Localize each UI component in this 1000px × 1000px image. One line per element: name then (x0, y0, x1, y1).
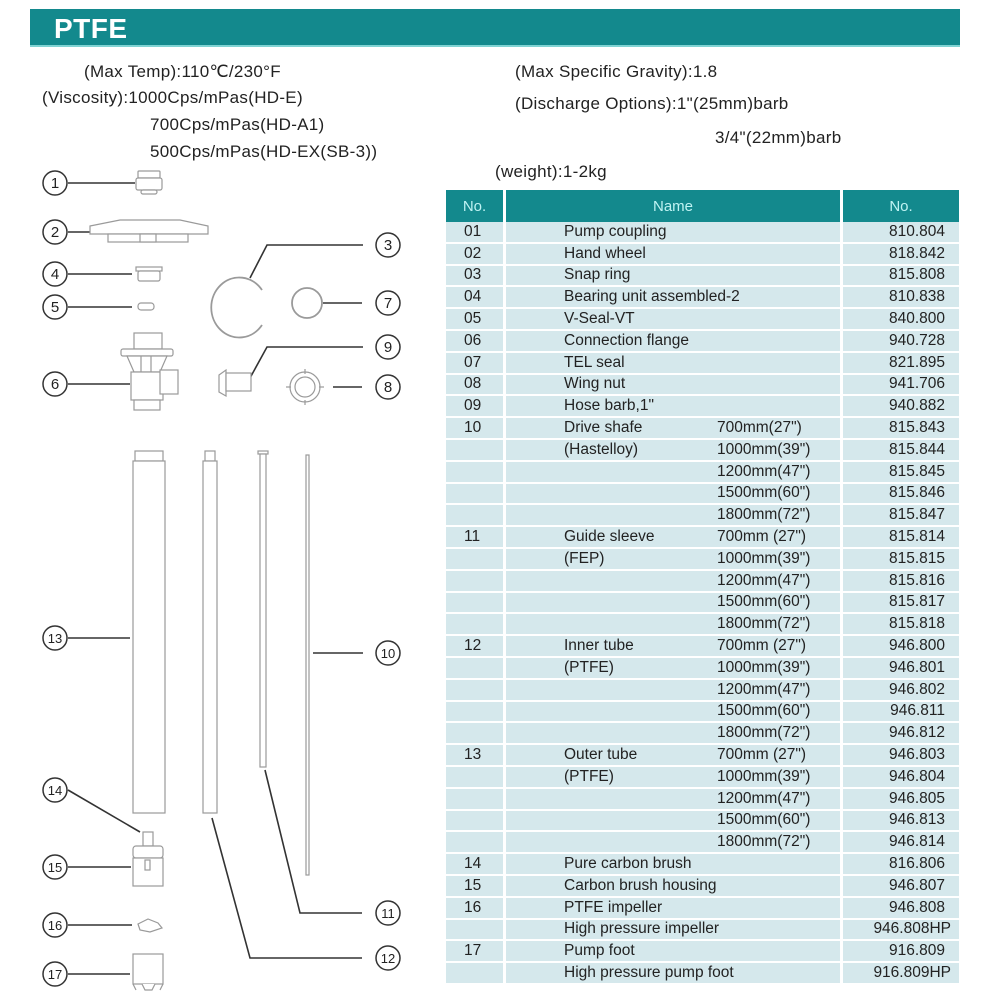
table-row (446, 920, 959, 942)
table-row (446, 353, 959, 375)
item-name-cell (506, 331, 843, 351)
part-number: 946.814 (888, 833, 945, 851)
part-number: 810.838 (888, 288, 945, 306)
part-number: 815.847 (888, 506, 945, 524)
part-number: 840.800 (888, 310, 945, 328)
item-number: 09 (446, 396, 506, 416)
item-name: Pump foot (564, 942, 635, 960)
part-number: 946.800 (888, 637, 945, 655)
part-number: 946.803 (888, 746, 945, 764)
table-row (446, 898, 959, 920)
item-number: 02 (446, 244, 506, 264)
item-name-cell (506, 767, 843, 787)
item-name-cell (506, 527, 843, 547)
item-number (446, 505, 506, 525)
table-row (446, 854, 959, 876)
item-number (446, 593, 506, 613)
item-name-cell (506, 876, 843, 896)
hand-wheel-part (90, 220, 208, 242)
item-number (446, 920, 506, 940)
table-row (446, 832, 959, 854)
item-number (446, 571, 506, 591)
spec-viscosity-2: 700Cps/mPas(HD-A1) (150, 115, 325, 134)
item-number: 11 (446, 527, 506, 547)
item-name-cell (506, 222, 843, 242)
callout-label: 15 (47, 860, 63, 875)
item-number (446, 767, 506, 787)
callout-label: 6 (50, 376, 60, 393)
part-number: 815.845 (888, 462, 945, 480)
table-row (446, 331, 959, 353)
table-row (446, 876, 959, 898)
spec-discharge-options: (Discharge Options):1"(25mm)barb (515, 94, 789, 113)
connection-flange-part (121, 333, 178, 410)
table-row (446, 375, 959, 397)
item-length: 700mm (27") (717, 528, 807, 546)
table-row (446, 527, 959, 549)
item-number (446, 440, 506, 460)
item-length: 1000mm(39") (717, 767, 811, 785)
hose-barb-part (219, 370, 251, 396)
table-row (446, 549, 959, 571)
item-number: 10 (446, 418, 506, 438)
outer-tube-part (133, 451, 165, 813)
item-name: (PTFE) (564, 658, 614, 676)
carbon-brush-housing-part (133, 846, 163, 886)
part-number: 815.818 (888, 615, 945, 633)
item-name-cell (506, 244, 843, 264)
callout-label: 10 (380, 646, 396, 661)
table-row (446, 440, 959, 462)
carbon-brush-part (143, 832, 153, 846)
table-row (446, 723, 959, 745)
item-name-cell (506, 723, 843, 743)
spec-weight: (weight):1-2kg (495, 162, 607, 181)
item-length: 1200mm(47") (717, 680, 811, 698)
table-row (446, 418, 959, 440)
item-number (446, 789, 506, 809)
v-seal-part (138, 303, 154, 310)
item-name-cell (506, 396, 843, 416)
spec-discharge-options-2: 3/4"(22mm)barb (715, 128, 842, 147)
bearing-unit-part (136, 267, 162, 281)
callout-label: 16 (47, 918, 63, 933)
part-number: 815.814 (888, 528, 945, 546)
part-number: 815.815 (888, 549, 945, 567)
item-name-cell (506, 440, 843, 460)
column-header-name: Name (506, 190, 843, 222)
table-row (446, 963, 959, 985)
inner-tube-part (203, 451, 217, 813)
callout-label: 5 (50, 299, 60, 316)
part-number: 815.846 (888, 484, 945, 502)
part-number: 815.844 (888, 440, 945, 458)
callout-label: 8 (383, 379, 393, 396)
item-name-cell (506, 658, 843, 678)
part-number: 916.809 (888, 942, 945, 960)
part-number: 940.882 (888, 397, 945, 415)
item-number (446, 549, 506, 569)
part-number: 946.804 (888, 767, 945, 785)
item-name: Wing nut (564, 375, 626, 393)
item-name: Pure carbon brush (564, 855, 692, 872)
item-number (446, 811, 506, 831)
guide-sleeve-part (258, 451, 268, 767)
item-name: Hose barb,1" (564, 397, 654, 415)
item-number (446, 680, 506, 700)
item-name: (Hastelloy) (564, 440, 639, 458)
item-length: 700mm (27") (717, 637, 807, 655)
column-header-no: No. (446, 190, 506, 222)
item-number (446, 832, 506, 852)
item-name: High pressure impeller (564, 920, 720, 938)
callout-label: 2 (50, 224, 60, 241)
item-name: Snap ring (564, 266, 631, 284)
item-name-cell (506, 636, 843, 656)
part-number: 941.706 (888, 375, 945, 393)
table-row (446, 266, 959, 288)
part-number: 946.805 (888, 789, 945, 807)
table-row (446, 789, 959, 811)
item-name-cell (506, 287, 843, 307)
column-header-part-no: No. (889, 197, 913, 215)
item-number: 06 (446, 331, 506, 351)
item-length: 1800mm(72") (717, 506, 811, 524)
callout-label: 17 (47, 967, 63, 982)
spec-max-temp: (Max Temp):110℃/230°F (84, 62, 281, 81)
item-number: 07 (446, 353, 506, 373)
item-number (446, 963, 506, 983)
callout-label: 12 (380, 951, 396, 966)
table-body (446, 222, 959, 985)
item-number: 08 (446, 375, 506, 395)
table-row (446, 702, 959, 724)
item-name-cell (506, 462, 843, 482)
item-length: 700mm(27") (717, 419, 802, 437)
part-number: 815.817 (888, 593, 945, 611)
callout-label: 4 (50, 266, 60, 283)
item-number: 16 (446, 898, 506, 918)
table-row (446, 571, 959, 593)
item-name-cell (506, 418, 843, 438)
item-name-cell (506, 309, 843, 329)
callout-label: 3 (383, 237, 393, 254)
snap-ring-part (211, 278, 262, 338)
item-name: Connection flange (564, 331, 689, 349)
item-length: 700mm (27") (717, 746, 807, 764)
table-row (446, 287, 959, 309)
item-name: (FEP) (564, 549, 605, 567)
table-row (446, 941, 959, 963)
part-number: 946.808HP (873, 920, 951, 938)
item-name-cell (506, 941, 843, 961)
item-name-cell (506, 745, 843, 765)
item-number: 12 (446, 636, 506, 656)
item-name-cell (506, 571, 843, 591)
item-number: 05 (446, 309, 506, 329)
spec-viscosity: (Viscosity):1000Cps/mPas(HD-E) (42, 88, 303, 107)
item-name-cell (506, 702, 843, 722)
table-row (446, 745, 959, 767)
item-name-cell (506, 680, 843, 700)
part-number: 946.802 (888, 680, 945, 698)
exploded-parts-diagram (0, 0, 440, 1000)
item-number (446, 702, 506, 722)
item-length: 1500mm(60") (717, 593, 811, 611)
item-name-cell (506, 811, 843, 831)
table-row (446, 484, 959, 506)
table-row (446, 636, 959, 658)
item-name-cell (506, 484, 843, 504)
part-number: 810.804 (888, 222, 945, 240)
table-row (446, 244, 959, 266)
table-row (446, 680, 959, 702)
part-number: 946.811 (890, 702, 945, 720)
item-length: 1200mm(47") (717, 789, 811, 807)
item-name-cell (506, 549, 843, 569)
item-name-cell (506, 832, 843, 852)
table-row (446, 767, 959, 789)
wing-nut-part (286, 369, 324, 405)
item-name-cell (506, 789, 843, 809)
item-length: 1000mm(39") (717, 549, 811, 567)
part-number: 946.813 (888, 811, 945, 829)
item-length: 1500mm(60") (717, 702, 811, 720)
item-name-cell (506, 898, 843, 918)
item-name-cell (506, 375, 843, 395)
item-name-cell (506, 854, 843, 874)
item-name: V-Seal-VT (564, 310, 635, 328)
item-name: Pump coupling (564, 222, 667, 240)
table-row (446, 593, 959, 615)
item-number: 17 (446, 941, 506, 961)
item-number: 01 (446, 222, 506, 242)
item-number: 04 (446, 287, 506, 307)
item-number (446, 723, 506, 743)
item-number: 03 (446, 266, 506, 286)
pump-foot-part (133, 954, 163, 990)
callout-label: 7 (383, 295, 393, 312)
item-name: Drive shafe (564, 419, 643, 437)
item-name: High pressure pump foot (564, 963, 734, 981)
item-name: PTFE impeller (564, 898, 663, 916)
item-name: TEL seal (564, 353, 625, 371)
item-name: Carbon brush housing (564, 876, 717, 894)
item-length: 1800mm(72") (717, 615, 811, 633)
item-name-cell (506, 920, 843, 940)
pump-coupling-part (136, 171, 162, 194)
table-row (446, 462, 959, 484)
part-number: 815.816 (888, 571, 945, 589)
part-number: 940.728 (888, 331, 945, 349)
table-row (446, 614, 959, 636)
table-row (446, 505, 959, 527)
part-number: 815.843 (888, 419, 945, 437)
item-name: Inner tube (564, 637, 634, 655)
item-name: Bearing unit assembled-2 (564, 288, 740, 306)
spec-max-specific-gravity: (Max Specific Gravity):1.8 (515, 62, 718, 81)
item-length: 1200mm(47") (717, 571, 811, 589)
item-name-cell (506, 505, 843, 525)
item-name-cell (506, 266, 843, 286)
part-number: 946.801 (888, 658, 945, 676)
callout-label: 11 (381, 906, 395, 921)
item-length: 1800mm(72") (717, 833, 811, 851)
item-number (446, 614, 506, 634)
part-number: 946.808 (888, 898, 945, 916)
item-length: 1000mm(39") (717, 440, 811, 458)
item-name: (PTFE) (564, 767, 614, 785)
item-number: 14 (446, 854, 506, 874)
item-length: 1800mm(72") (717, 724, 811, 742)
spec-viscosity-3: 500Cps/mPas(HD-EX(SB-3)) (150, 142, 378, 161)
table-row (446, 222, 959, 244)
item-length: 1200mm(47") (717, 462, 811, 480)
part-number: 815.808 (888, 266, 945, 284)
callout-label: 13 (47, 631, 63, 646)
part-number: 946.812 (888, 724, 945, 742)
item-name-cell (506, 963, 843, 983)
item-name-cell (506, 593, 843, 613)
item-name: Hand wheel (564, 244, 646, 262)
table-row (446, 309, 959, 331)
item-number (446, 484, 506, 504)
tel-seal-part (292, 288, 322, 318)
part-number: 946.807 (888, 876, 945, 894)
item-number (446, 462, 506, 482)
item-name-cell (506, 614, 843, 634)
item-number (446, 658, 506, 678)
page-title: PTFE (54, 13, 128, 44)
part-number: 818.842 (888, 244, 945, 262)
callout-label: 9 (383, 339, 393, 356)
item-length: 1500mm(60") (717, 484, 811, 502)
item-length: 1000mm(39") (717, 658, 811, 676)
part-number: 916.809HP (873, 963, 951, 981)
item-name-cell (506, 353, 843, 373)
item-length: 1500mm(60") (717, 811, 811, 829)
item-number: 15 (446, 876, 506, 896)
part-number: 816.806 (888, 855, 945, 872)
table-row (446, 658, 959, 680)
table-row (446, 811, 959, 833)
callout-label: 14 (47, 783, 63, 798)
part-number: 821.895 (888, 353, 945, 371)
item-name: Guide sleeve (564, 528, 655, 546)
item-name: Outer tube (564, 746, 638, 764)
item-number: 13 (446, 745, 506, 765)
impeller-part (138, 919, 162, 932)
callout-label: 1 (50, 175, 60, 192)
table-header (446, 190, 959, 222)
table-row (446, 396, 959, 418)
parts-table (446, 190, 959, 985)
drive-shaft-part (306, 455, 309, 875)
